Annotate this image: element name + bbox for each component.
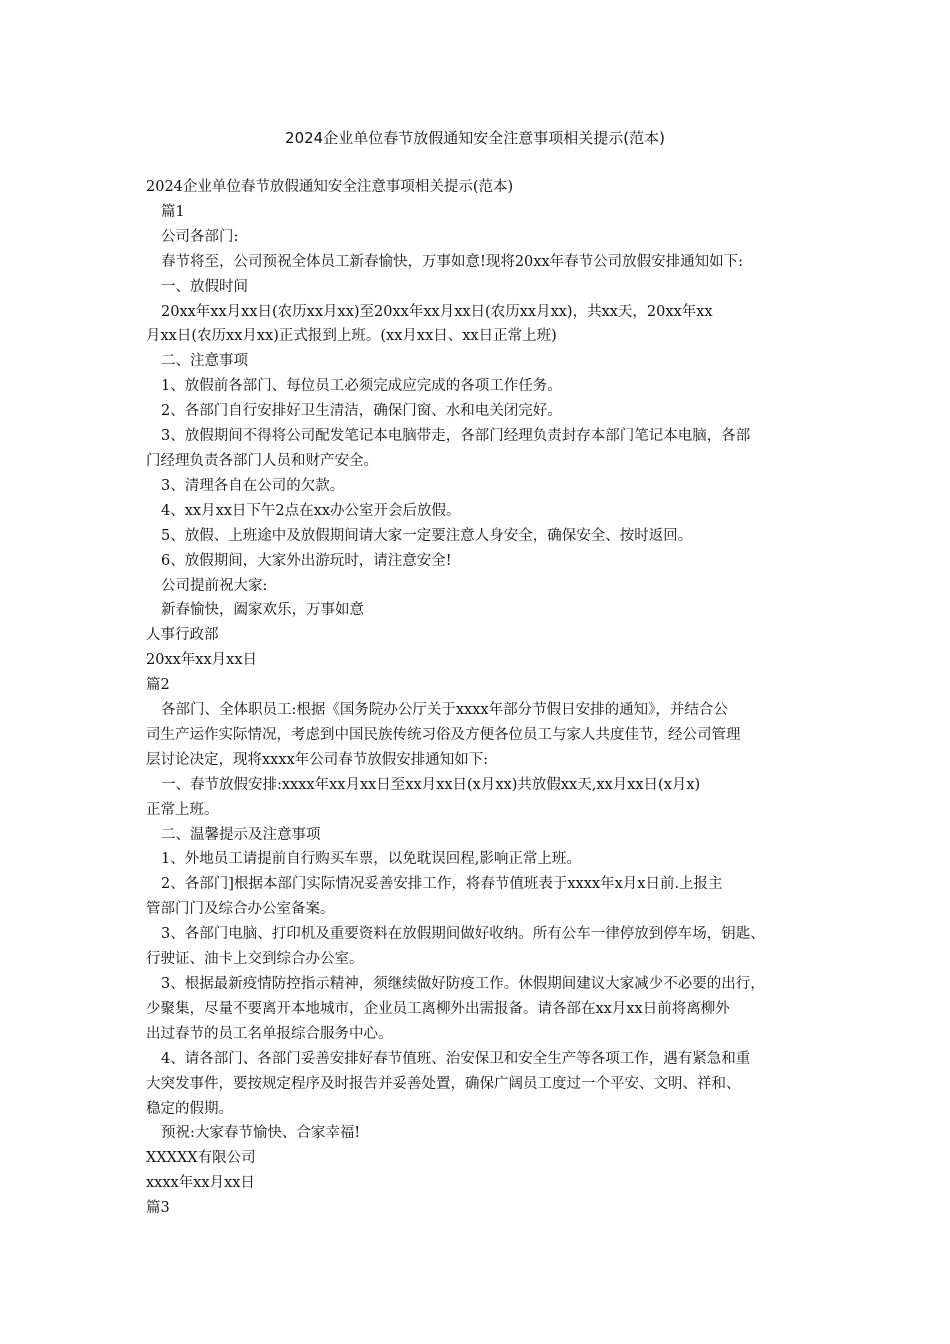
paragraph-line: 行驶证、油卡上交到综合办公室。 — [146, 951, 364, 968]
document-title: 2024企业单位春节放假通知安全注意事项相关提示(范本) — [285, 129, 665, 147]
paragraph-line: 篇3 — [146, 1200, 170, 1217]
paragraph-line: 20xx年xx月xx日(农历xx月xx)至20xx年xx月xx日(农历xx月xx)，共xx天，20xx年xx — [161, 303, 713, 320]
paragraph-line: 稳定的假期。 — [146, 1100, 233, 1117]
paragraph-line: 3、根据最新疫情防控指示精神，须继续做好防疫工作。休假期间建议大家减少不必要的出行， — [161, 976, 765, 992]
paragraph-line: 层讨论决定，现将xxxx年公司春节放假安排通知如下: — [146, 751, 489, 768]
paragraph-line: 一、春节放假安排:xxxx年xx月xx日至xx月xx日(x月xx)共放假xx天,xx月xx日(x月x) — [161, 776, 701, 793]
paragraph-line: 少聚集，尽量不要离开本地城市，企业员工离柳外出需报备。请各部在xx月xx日前将离柳外 — [146, 1000, 730, 1017]
paragraph-line: 预祝:大家春节愉快、合家幸福! — [161, 1125, 361, 1142]
paragraph-line: 一、放假时间 — [161, 278, 248, 295]
paragraph-line: 3、各部门电脑、打印机及重要资料在放假期间做好收纳。所有公车一律停放到停车场，钥匙、 — [161, 926, 765, 943]
paragraph-line: 公司各部门: — [161, 228, 239, 245]
paragraph-line: 2、各部门]根据本部门实际情况妥善安排工作，将春节值班表于xxxx年x月x日前.上报主 — [161, 876, 723, 893]
paragraph-line: xxxx年xx月xx日 — [146, 1175, 255, 1192]
paragraph-line: 二、温馨提示及注意事项 — [161, 826, 321, 843]
document-body — [146, 175, 806, 1221]
paragraph-line: 管部门门及综合办公室备案。 — [146, 901, 335, 918]
paragraph-line: 公司提前祝大家: — [161, 577, 268, 594]
paragraph-line: 2024企业单位春节放假通知安全注意事项相关提示(范本) — [146, 179, 514, 195]
paragraph-line: 3、清理各自在公司的欠款。 — [161, 477, 345, 494]
paragraph-line: 篇1 — [161, 203, 185, 220]
paragraph-line: 5、放假、上班途中及放假期间请大家一定要注意人身安全，确保安全、按时返回。 — [161, 527, 693, 544]
paragraph-line: 人事行政部 — [146, 627, 219, 644]
paragraph-line: 月xx日(农历xx月xx)正式报到上班。(xx月xx日、xx日正常上班) — [146, 328, 557, 345]
paragraph-line: 大突发事件，要按规定程序及时报告并妥善处置，确保广阔员工度过一个平安、文明、祥和、 — [146, 1075, 741, 1092]
paragraph-line: 3、放假期间不得将公司配发笔记本电脑带走，各部门经理负责封存本部门笔记本电脑，各部 — [161, 428, 751, 445]
paragraph-line: 正常上班。 — [146, 801, 219, 818]
paragraph-line: 1、外地员工请提前自行购买车票，以免耽误回程,影响正常上班。 — [161, 851, 581, 868]
paragraph-line: XXXXX有限公司 — [146, 1150, 256, 1167]
paragraph-line: 4、xx月xx日下午2点在xx办公室开会后放假。 — [161, 502, 461, 519]
paragraph-line: 6、放假期间，大家外出游玩时，请注意安全! — [161, 552, 452, 569]
paragraph-line: 2、各部门自行安排好卫生清洁，确保门窗、水和电关闭完好。 — [161, 403, 562, 420]
paragraph-line: 篇2 — [146, 677, 170, 694]
paragraph-line: 1、放假前各部门、每位员工必须完成应完成的各项工作任务。 — [161, 378, 562, 395]
paragraph-line: 4、请各部门、各部门妥善安排好春节值班、治安保卫和安全生产等各项工作，遇有紧急和重 — [161, 1050, 751, 1067]
paragraph-line: 新春愉快，阖家欢乐，万事如意 — [161, 602, 364, 619]
paragraph-line: 出过春节的员工名单报综合服务中心。 — [146, 1025, 393, 1042]
paragraph-line: 各部门、全体职员工:根据《国务院办公厅关于xxxx年部分节假日安排的通知》，并结合公 — [161, 702, 728, 719]
paragraph-line: 20xx年xx月xx日 — [146, 652, 258, 669]
paragraph-line: 春节将至，公司预祝全体员工新春愉快，万事如意!现将20xx年春节公司放假安排通知如下: — [161, 253, 744, 270]
paragraph-line: 司生产运作实际情况，考虑到中国民族传统习俗及方便各位员工与家人共度佳节，经公司管理 — [146, 726, 741, 743]
paragraph-line: 二、注意事项 — [161, 353, 248, 370]
paragraph-line: 门经理负责各部门人员和财产安全。 — [146, 452, 378, 469]
